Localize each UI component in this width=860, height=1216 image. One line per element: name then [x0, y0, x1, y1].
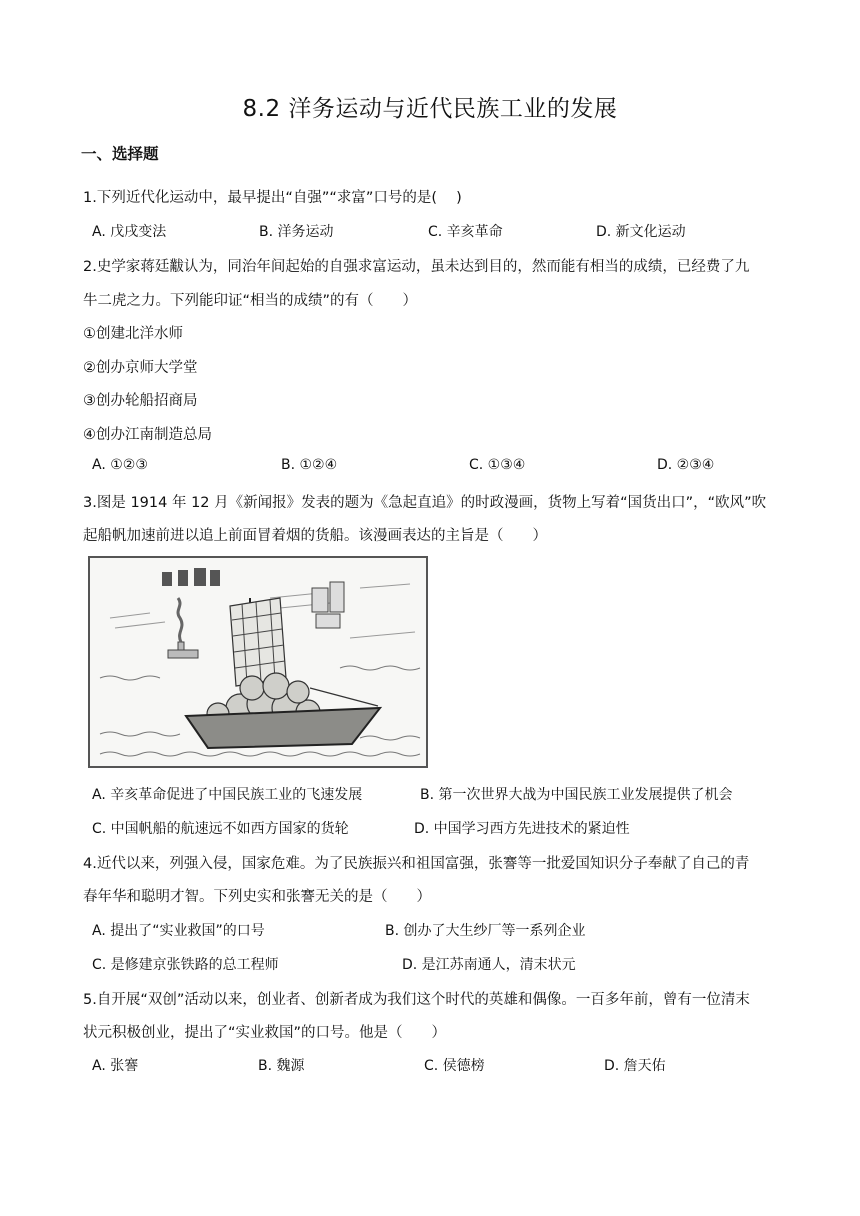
question-2-item-3: ③创办轮船招商局 [83, 393, 198, 409]
question-3-stem-line-1: 3.图是 1914 年 12 月《新闻报》发表的题为《急起直追》的时政漫画，货物上写着“国货出口”，“欧风”吹 [83, 495, 767, 511]
question-5-option-a: A. 张謇 [92, 1058, 139, 1074]
question-5-stem-line-1: 5.自开展“双创”活动以来，创业者、创新者成为我们这个时代的英雄和偶像。一百多年前，曾有一位清末 [83, 992, 750, 1008]
question-5-stem-line-2: 状元积极创业，提出了“实业救国”的口号。他是（ ） [83, 1025, 447, 1041]
question-4-stem-line-1: 4.近代以来，列强入侵，国家危难。为了民族振兴和祖国富强，张謇等一批爱国知识分子奉献了自己的青 [83, 856, 750, 872]
question-4-stem-line-2: 春年华和聪明才智。下列史实和张謇无关的是（ ） [83, 889, 431, 905]
question-1-option-b: B. 洋务运动 [259, 224, 334, 240]
question-3-option-b: B. 第一次世界大战为中国民族工业发展提供了机会 [420, 787, 733, 803]
question-4-option-d: D. 是江苏南通人，清末状元 [402, 957, 576, 973]
question-2-option-b: B. ①②④ [281, 457, 338, 473]
question-2-option-c: C. ①③④ [469, 457, 526, 473]
question-3-option-d: D. 中国学习西方先进技术的紧迫性 [414, 821, 630, 837]
question-2-item-1: ①创建北洋水师 [83, 326, 183, 342]
question-4-option-c: C. 是修建京张铁路的总工程师 [92, 957, 279, 973]
question-5-option-c: C. 侯德榜 [424, 1058, 485, 1074]
question-1-option-a: A. 戊戌变法 [92, 224, 167, 240]
question-2-item-2: ②创办京师大学堂 [83, 360, 198, 376]
question-1-option-c: C. 辛亥革命 [428, 224, 503, 240]
cartoon-image [88, 556, 428, 768]
question-1-option-d: D. 新文化运动 [596, 224, 686, 240]
question-2-item-4: ④创办江南制造总局 [83, 427, 212, 443]
question-5-option-d: D. 詹天佑 [604, 1058, 666, 1074]
page-title: 8.2 洋务运动与近代民族工业的发展 [242, 96, 618, 122]
question-2-option-d: D. ②③④ [657, 457, 715, 473]
question-4-option-a: A. 提出了“实业救国”的口号 [92, 923, 265, 939]
question-4-option-b: B. 创办了大生纱厂等一系列企业 [385, 923, 586, 939]
question-1-stem: 1.下列近代化运动中，最早提出“自强”“求富”口号的是( ) [83, 190, 462, 206]
section-heading: 一、选择题 [81, 145, 159, 163]
question-3-option-a: A. 辛亥革命促进了中国民族工业的飞速发展 [92, 787, 363, 803]
question-3-stem-line-2: 起船帆加速前进以追上前面冒着烟的货船。该漫画表达的主旨是（ ） [83, 528, 547, 544]
question-2-stem-line-1: 2.史学家蒋廷黻认为，同治年间起始的自强求富运动，虽未达到目的，然而能有相当的成绩，已经费了九 [83, 259, 750, 275]
sailing-junk-cartoon-illustration [90, 558, 426, 766]
question-2-option-a: A. ①②③ [92, 457, 148, 473]
question-2-stem-line-2: 牛二虎之力。下列能印证“相当的成绩”的有（ ） [83, 293, 418, 309]
question-5-option-b: B. 魏源 [258, 1058, 305, 1074]
question-3-option-c: C. 中国帆船的航速远不如西方国家的货轮 [92, 821, 349, 837]
